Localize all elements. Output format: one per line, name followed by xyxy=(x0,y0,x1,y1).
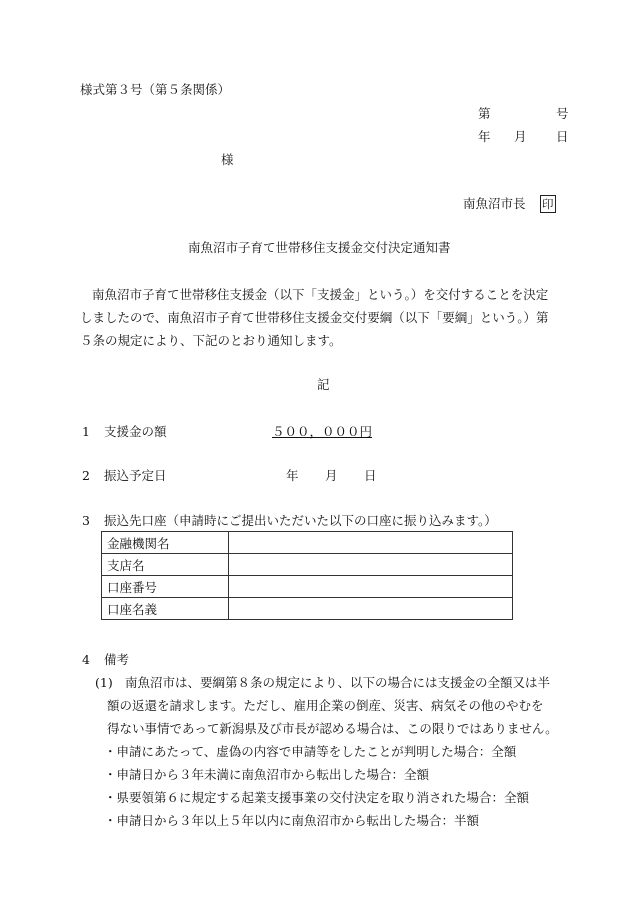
body-line-2: しましたので、南魚沼市子育て世帯移住支援金交付要綱（以下「要綱」という。）第 xyxy=(80,310,549,325)
branch-name-value xyxy=(229,554,513,576)
date-year-label: 年 xyxy=(478,129,491,144)
branch-name-label: 支店名 xyxy=(102,554,229,576)
remark-line-2: 額の返還を請求します。ただし、雇用企業の倒産、災害、病気その他のやむを xyxy=(107,698,544,713)
account-number-value xyxy=(229,576,513,598)
account-number-label: 口座番号 xyxy=(102,576,229,598)
form-number: 様式第３号（第５条関係） xyxy=(80,82,231,97)
item2-month: 月 xyxy=(325,468,338,483)
seal-mark: 印 xyxy=(542,197,554,211)
item1-amount: ５００，０００円 xyxy=(272,424,373,439)
table-row xyxy=(102,576,513,598)
document-title: 南魚沼市子育て世帯移住支援金交付決定通知書 xyxy=(188,240,451,255)
item1-label: 支援金の額 xyxy=(104,424,167,439)
body-line-3: ５条の規定により、下記のとおり通知します。 xyxy=(80,333,342,348)
item1-number: 1 xyxy=(82,424,90,439)
account-holder-value xyxy=(229,598,513,620)
item4-label: 備考 xyxy=(104,652,130,667)
remark-sub-number: (1) xyxy=(95,675,113,690)
account-holder-label: 口座名義 xyxy=(102,598,229,620)
item4-number: 4 xyxy=(82,652,90,667)
date-month-label: 月 xyxy=(514,129,527,144)
addressee-suffix: 様 xyxy=(221,152,234,167)
date-day-label: 日 xyxy=(556,129,569,144)
bank-name-label: 金融機関名 xyxy=(102,532,229,554)
remark-bullet-2: ・申請日から３年未満に南魚沼市から転出した場合：全額 xyxy=(104,767,430,782)
table-row xyxy=(102,554,513,576)
table-row xyxy=(102,598,513,620)
remark-bullet-3: ・県要領第６に規定する起業支援事業の交付決定を取り消された場合：全額 xyxy=(104,790,530,805)
remark-bullet-1: ・申請にあたって、虚偽の内容で申請等をしたことが判明した場合：全額 xyxy=(104,744,517,759)
item3-number: 3 xyxy=(82,513,90,528)
item3-label: 振込先口座（申請時にご提出いただいた以下の口座に振り込みます。） xyxy=(104,513,497,528)
item2-number: 2 xyxy=(82,468,90,483)
ki-heading: 記 xyxy=(317,377,330,392)
item2-day: 日 xyxy=(364,468,377,483)
remark-line-1: 南魚沼市は、要綱第８条の規定により、以下の場合には支援金の全額又は半 xyxy=(125,675,551,690)
item2-year: 年 xyxy=(286,468,299,483)
table-row xyxy=(102,532,513,554)
bank-name-value xyxy=(229,532,513,554)
bank-account-table xyxy=(101,531,513,620)
item2-label: 振込予定日 xyxy=(104,468,167,483)
remark-line-3: 得ない事情であって新潟県及び市長が認める場合は、この限りではありません。 xyxy=(107,721,558,736)
remark-bullet-4: ・申請日から３年以上５年以内に南魚沼市から転出した場合：半額 xyxy=(104,813,480,828)
issuer-name: 南魚沼市長 xyxy=(463,196,526,211)
body-line-1: 南魚沼市子育て世帯移住支援金（以下「支援金」という。）を交付することを決定 xyxy=(92,287,549,302)
number-label-suffix: 号 xyxy=(556,106,569,121)
number-label-first: 第 xyxy=(478,106,491,121)
